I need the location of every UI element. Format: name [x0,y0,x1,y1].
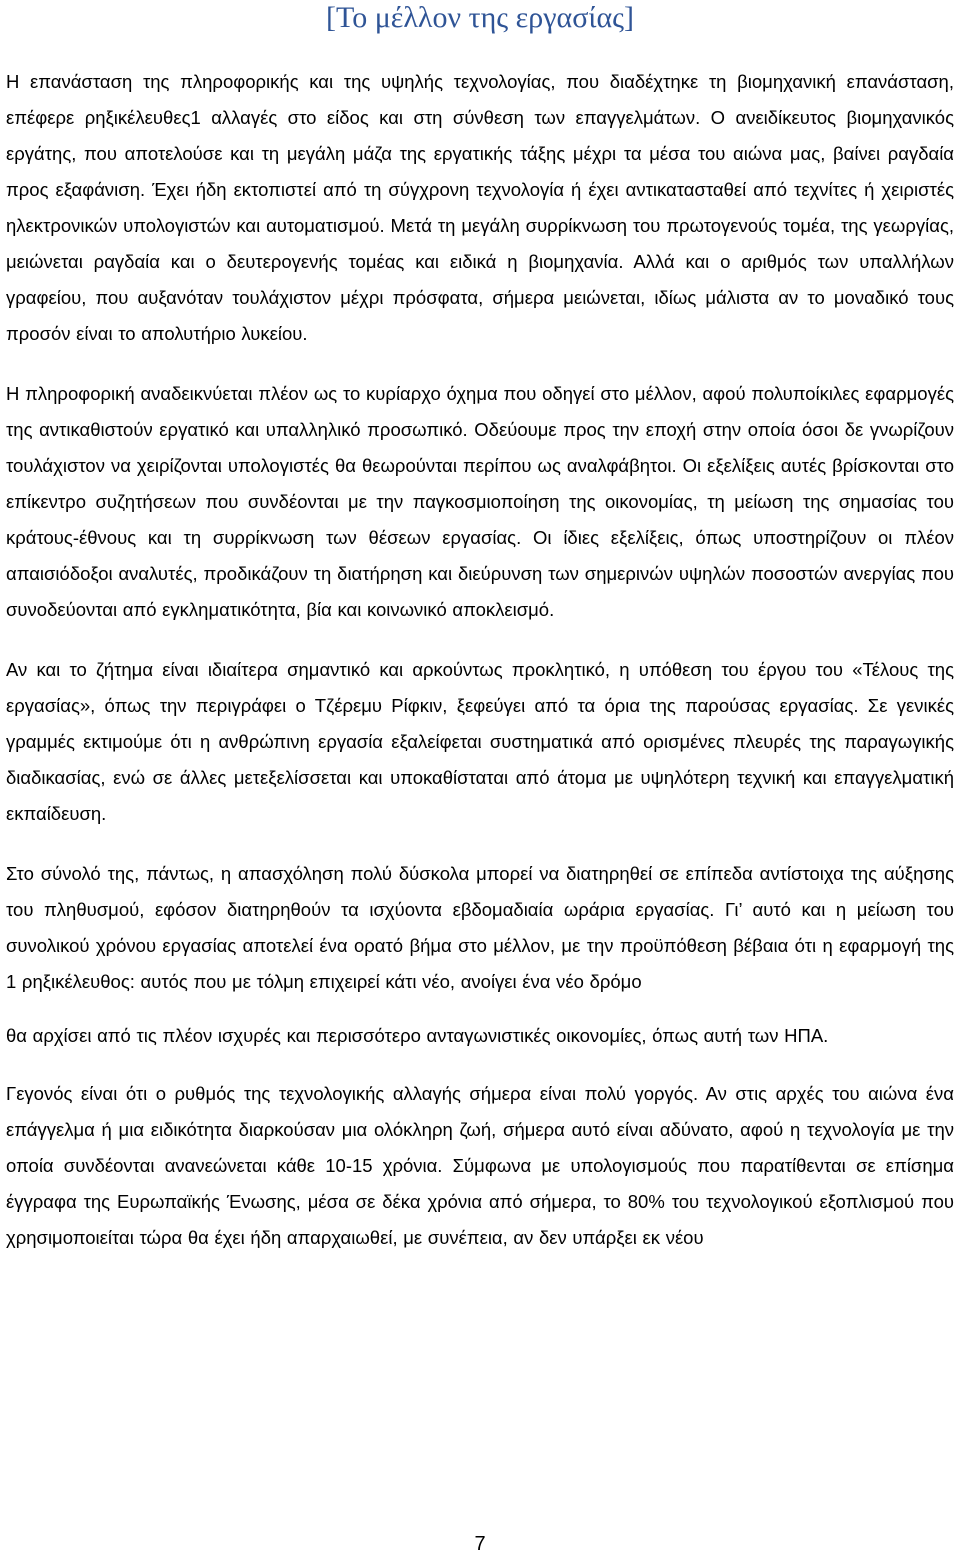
page-title: [Το μέλλον της εργασίας] [325,1,635,34]
paragraph-informatics: Η πληροφορική αναδεικνύεται πλέον ως το κυρίαρχο όχημα που οδηγεί στο μέλλον, αφού πολυποίκιλες εφαρμογές της αντικαθιστούν εργατικό και υπαλληλικό προσωπικό. Οδεύουμε προς την εποχή στην οποία όσοι δε γνωρίζουν τουλάχιστον να χειρίζονται υπολογιστές θα θεωρούνται περίπου ως αναλφάβητοι. Οι εξελίξεις αυτές βρίσκονται στο επίκεντρο συζητήσεων που συνδέονται με την παγκοσμιοποίηση της οικονομίας, τη μείωση της σημασίας του κράτους-έθνους και τη συρρίκνωση των θέσεων εργασίας. Οι ίδιες εξελίξεις, όπως υποστηρίζουν οι πλέον απαισιόδοξοι αναλυτές, προδικάζουν τη διατήρηση και διεύρυνση των σημερινών υψηλών ποσοστών ανεργίας που συνοδεύονται από εγκληματικότητα, βία και κοινωνικό αποκλεισμό. [6,383,954,620]
paragraph-technological-change: Γεγονός είναι ότι ο ρυθμός της τεχνολογικής αλλαγής σήμερα είναι πολύ γοργός. Αν στις αρχές του αιώνα ένα επάγγελμα ή μια ειδικότητα διαρκούσαν μια ολόκληρη ζωή, σήμερα αυτό είναι αδύνατο, αφού η τεχνολογία με την οποία συνδέονται ανανεώνεται κάθε 10-15 χρόνια. Σύμφωνα με υπολογισμούς που παρατίθενται σε επίσημα έγγραφα της Ευρωπαϊκής Ένωσης, μέσα σε δέκα χρόνια από σήμερα, το 80% του τεχνολογικού εξοπλισμού που χρησιμοποιείται τώρα θα έχει ήδη απαρχαιωθεί, με συνέπεια, αν δεν υπάρξει εκ νέου [6,1083,954,1248]
paragraph-technology-revolution: Η επανάσταση της πληροφορικής και της υψηλής τεχνολογίας, που διαδέχτηκε τη βιομηχανική επανάσταση, επέφερε ρηξικέλευθες1 αλλαγές στο είδος και στη σύνθεση των επαγγελμάτων. Ο ανειδίκευτος βιομηχανικός εργάτης, που αποτελούσε και τη μεγάλη μάζα της εργατικής τάξης μέχρι τα μέσα του αιώνα μας, βαίνει ραγδαία προς εξαφάνιση. Έχει ήδη εκτοπιστεί από τη σύγχρονη τεχνολογία ή έχει αντικατασταθεί από τεχνίτες ή χειριστές ηλεκτρονικών υπολογιστών και αυτοματισμού. Μετά τη μεγάλη συρρίκνωση του πρωτογενούς τομέα, της γεωργίας, μειώνεται ραγδαία και ο δευτερογενής τομέας και ειδικά η βιομηχανία. Αλλά και ο αριθμός των υπαλλήλων γραφείου, που αυξανόταν τουλάχιστον μέχρι πρόσφατα, σήμερα μειώνεται, ιδίως μάλιστα αν το μοναδικό τους προσόν είναι το απολυτήριο λυκείου. [6,71,954,344]
paragraph-end-of-work: Αν και το ζήτημα είναι ιδιαίτερα σημαντικό και αρκούντως προκλητικό, η υπόθεση του έργου του «Τέλους της εργασίας», όπως την περιγράφει ο Τζέρεμυ Ρίφκιν, ξεφεύγει από τα όρια της παρούσας εργασίας. Σε γενικές γραμμές εκτιμούμε ότι η ανθρώπινη εργασία εξαλείφεται συστηματικά από ορισμένες πλευρές της παραγωγικής διαδικασίας, ενώ σε άλλες μετεξελίσσεται και υποκαθίσταται από άτομα με υψηλότερη τεχνική και επαγγελματική εκπαίδευση. [6,659,954,824]
paragraph-employment: Στο σύνολό της, πάντως, η απασχόληση πολύ δύσκολα μπορεί να διατηρηθεί σε επίπεδα αντίστοιχα της αύξησης του πληθυσμού, εφόσον διατηρηθούν τα ισχύοντα εβδομαδιαία ωράρια εργασίας. Γι’ αυτό και η μείωση του συνολικού χρόνου εργασίας αποτελεί ένα ορατό βήμα στο μέλλον, με την προϋπόθεση βέβαια ότι η εφαρμογή της 1 ρηξικέλευθος: αυτός που με τόλμη επιχειρεί κάτι νέο, ανοίγει ένα νέο δρόμο [6,863,954,992]
paragraph-usa-economies: θα αρχίσει από τις πλέον ισχυρές και περισσότερο ανταγωνιστικές οικονομίες, όπως αυτή των ΗΠΑ. [6,1025,829,1046]
page-number: 7 [474,1533,486,1555]
